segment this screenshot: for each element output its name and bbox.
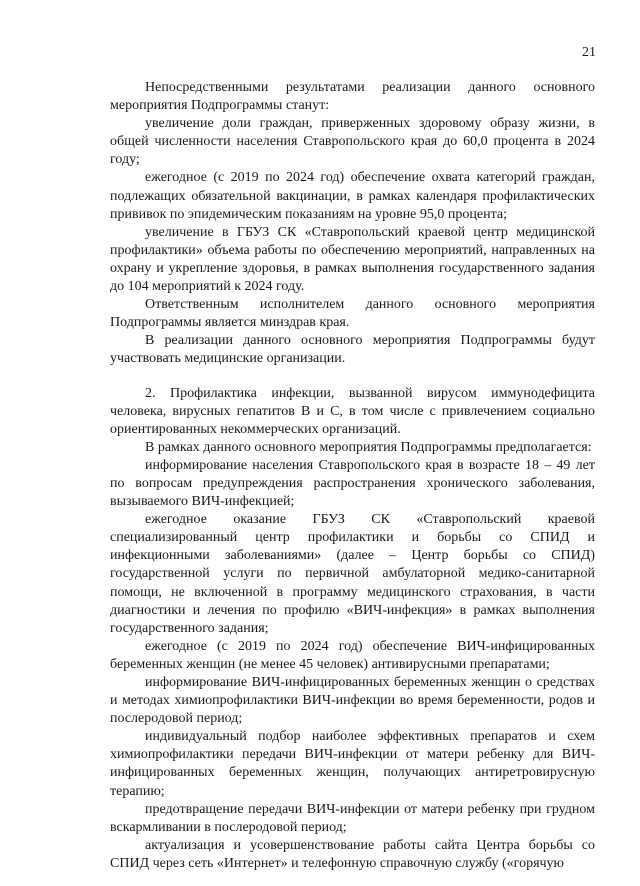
paragraph-pregnant-informing: информирование ВИЧ-инфицированных беременных женщин о средствах и методах химиопрофилактики ВИЧ-инфекции во время беременности, родов и послеродовой период; xyxy=(110,675,595,727)
paragraph-antiviral-provision: ежегодное (с 2019 по 2024 год) обеспечение ВИЧ-инфицированных беременных женщин (не менее 45 человек) антивирусными препаратами; xyxy=(110,638,595,672)
paragraph-aids-center-service: ежегодное оказание ГБУЗ СК «Ставропольский краевой специализированный центр профилактики и борьбы со СПИД и инфекционными заболеваниями» (далее – Центр борьбы со СПИД) государственной услуги по первичной амбулаторной медико-санитарной помощи, не включенной в программу медицинского страхования, в части диагностики и лечения по профилю «ВИЧ-инфекция» в рамках выполнения государственного задания; xyxy=(110,512,595,636)
paragraph-results-intro: Непосредственными результатами реализации данного основного мероприятия Подпрограммы станут: xyxy=(110,80,595,114)
paragraph-participants: В реализации данного основного мероприятия Подпрограммы будут участвовать медицинские организации. xyxy=(110,333,595,367)
paragraph-breastfeeding-prevention: предотвращение передачи ВИЧ-инфекции от матери ребенку при грудном вскармливании в послеродовой период; xyxy=(110,801,595,835)
document-body xyxy=(110,79,595,873)
paragraph-activities-intro: В рамках данного основного мероприятия Подпрограммы предполагается: xyxy=(145,439,592,455)
paragraph-healthy-lifestyle: увеличение доли граждан, приверженных здоровому образу жизни, в общей численности населения Ставропольского края до 60,0 процента в 2024 году; xyxy=(110,116,595,168)
page-number: 21 xyxy=(582,45,596,60)
paragraph-individual-selection: индивидуальный подбор наиболее эффективных препаратов и схем химиопрофилактики передачи ВИЧ-инфекции от матери ребенку для ВИЧ-инфицированных беременных женщин, получающих антиретровирусную терапию; xyxy=(110,729,595,799)
paragraph-responsible-executor: Ответственным исполнителем данного основного мероприятия Подпрограммы является минздрав края. xyxy=(110,297,595,331)
paragraph-prevention-center-work: увеличение в ГБУЗ СК «Ставропольский краевой центр медицинской профилактики» объема работы по обеспечению мероприятий, направленных на охрану и укрепление здоровья, в рамках выполнения государственного задания до 104 мероприятий к 2024 году. xyxy=(110,224,595,295)
section-heading-hiv-prevention: 2. Профилактика инфекции, вызванной вирусом иммунодефицита человека, вирусных гепатитов B и C, в том числе с привлечением социально ориентированных некоммерческих организаций. xyxy=(110,385,595,437)
paragraph-website-hotline: актуализация и усовершенствование работы сайта Центра борьбы со СПИД через сеть «Интернет» и телефонную справочную службу («горячую xyxy=(110,837,595,871)
paragraph-population-informing: информирование населения Ставропольского края в возрасте 18 – 49 лет по вопросам предупреждения распространения хронического заболевания, вызываемого ВИЧ-инфекцией; xyxy=(110,457,595,510)
paragraph-vaccination-coverage: ежегодное (с 2019 по 2024 год) обеспечение охвата категорий граждан, подлежащих обязательной вакцинации, в рамках календаря профилактических прививок по эпидемическим показаниям на уровне 95,0 процента; xyxy=(110,170,595,222)
